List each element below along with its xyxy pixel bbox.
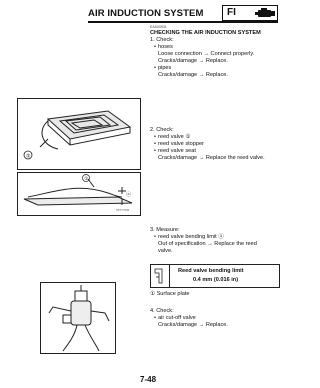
reed-valve-figure [17,98,141,170]
spec-value: 0.4 mm (0.016 in) [193,277,239,283]
fig1-callout: ① [26,153,31,160]
step-3-line: valve. [158,248,173,254]
fig2-callout-surface-plate: ① [84,176,89,181]
step-1-line: Cracks/damage → Replace. [158,58,228,64]
spec-title: Reed valve bending limit [178,268,244,274]
step-2-label: 2. Check: [150,127,174,133]
bending-limit-drawing [18,173,140,215]
air-cutoff-valve-drawing [41,283,115,353]
spec-box [150,264,280,288]
section-heading: CHECKING THE AIR INDUCTION SYSTEM [150,30,261,36]
section-code: EAS00531 [150,25,167,29]
fig2-code: S5TY7036 [116,208,130,212]
spec-divider [169,265,170,287]
step-2-bullet-reed-valve: • reed valve ① [154,134,190,141]
fi-badge-label: FI [227,7,236,18]
step-3-line: Out of specification → Replace the reed [158,241,257,247]
step-1-line: Loose connection → Connect properly. [158,51,255,57]
header-rule [88,21,278,23]
caliper-icon [153,267,165,285]
header-title: AIR INDUCTION SYSTEM [88,8,204,19]
figure-caption: ① Surface plate [150,291,190,297]
step-1-bullet-hoses: • hoses [154,44,173,51]
step-4-label: 4. Check: [150,308,174,314]
page-header [88,5,278,21]
page-number: 7-48 [140,375,157,384]
step-1-line: Cracks/damage → Replace. [158,72,228,78]
step-4-bullet: • air cut-off valve [154,315,196,322]
bending-limit-figure [17,172,141,216]
air-cutoff-valve-figure [40,282,116,354]
fig2-callout-bending-limit: ⓐ [126,192,132,198]
step-2-line: Cracks/damage → Replace the reed valve. [158,155,265,161]
step-3-bullet: • reed valve bending limit ⓐ [154,234,224,241]
reed-valve-drawing [18,99,140,169]
step-3-label: 3. Measure: [150,227,180,233]
step-1-label: 1. Check: [150,37,174,43]
step-4-line: Cracks/damage → Replace. [158,322,228,328]
step-2-bullet-seat: • reed valve seat [154,148,196,155]
step-1-bullet-pipes: • pipes [154,65,171,72]
step-2-bullet-stopper: • reed valve stopper [154,141,204,148]
fi-badge [222,5,278,21]
engine-icon [255,8,275,19]
